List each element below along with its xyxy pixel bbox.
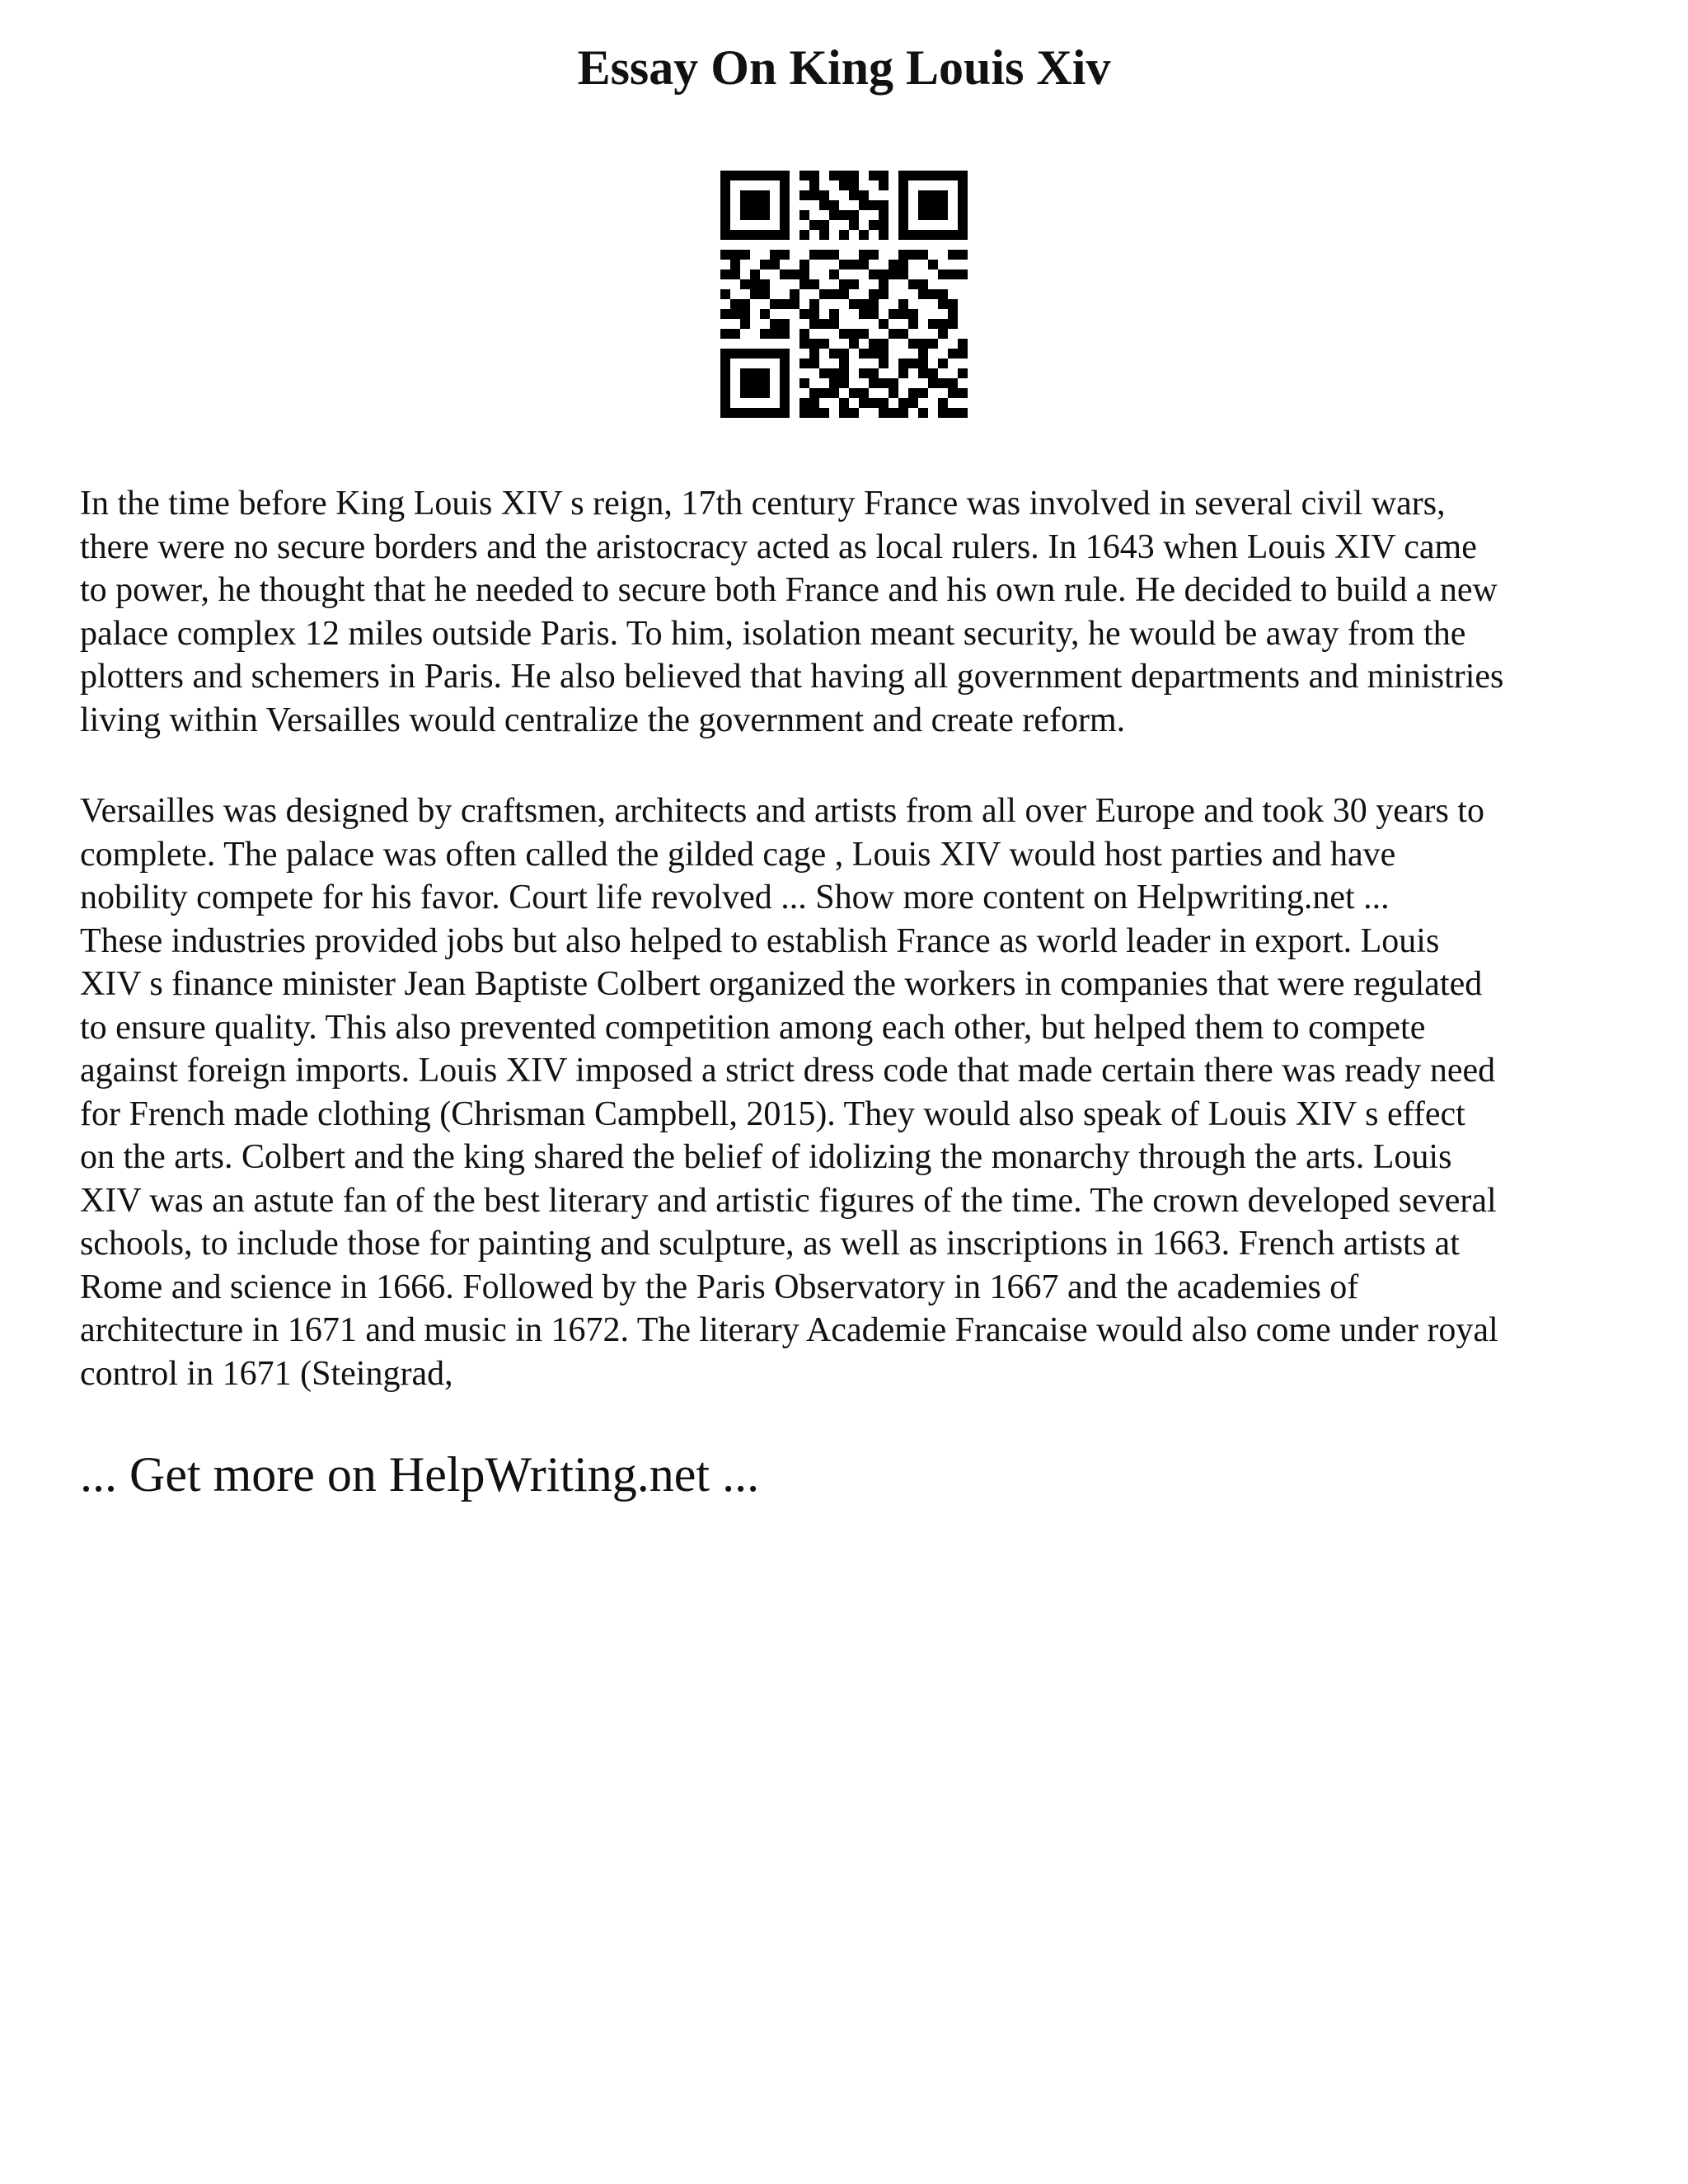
paragraph-line: schools, to include those for painting and sculpture, as well as inscriptions in 1663. French artists at <box>80 1225 1460 1263</box>
paragraph-line: In the time before King Louis XIV s reign, 17th century France was involved in several civil wars, <box>80 485 1446 523</box>
paragraph-line: to power, he thought that he needed to secure both France and his own rule. He decided to build a new <box>80 571 1498 609</box>
paragraph-line: living within Versailles would centralize the government and create reform. <box>80 701 1126 739</box>
paragraph-line: Rome and science in 1666. Followed by the Paris Observatory in 1667 and the academies of <box>80 1268 1359 1306</box>
get-more-link[interactable]: ... Get more on HelpWriting.net ... <box>80 1447 760 1502</box>
paragraph-line: on the arts. Colbert and the king shared the belief of idolizing the monarchy through the arts. Louis <box>80 1138 1452 1176</box>
qr-code-icon <box>720 171 968 418</box>
paragraph-line: nobility compete for his favor. Court life revolved ... Show more content on Helpwriting.net ... <box>80 879 1390 916</box>
paragraph-line: there were no secure borders and the aristocracy acted as local rulers. In 1643 when Louis XIV came <box>80 527 1477 566</box>
paragraph-line: Versailles was designed by craftsmen, architects and artists from all over Europe and took 30 years to <box>80 792 1484 830</box>
paragraph-line: palace complex 12 miles outside Paris. To him, isolation meant security, he would be away from the <box>80 614 1466 653</box>
page-title: Essay On King Louis Xiv <box>577 40 1111 95</box>
paragraph-line: XIV s finance minister Jean Baptiste Colbert organized the workers in companies that were regulated <box>80 965 1483 1003</box>
paragraph-line: against foreign imports. Louis XIV imposed a strict dress code that made certain there was ready need <box>80 1052 1496 1090</box>
paragraph-line: to ensure quality. This also prevented competition among each other, but helped them to compete <box>80 1008 1426 1047</box>
paragraph-line: for French made clothing (Chrisman Campbell, 2015). They would also speak of Louis XIV s effect <box>80 1094 1465 1133</box>
paragraph-line: plotters and schemers in Paris. He also believed that having all government departments and ministries <box>80 658 1504 696</box>
paragraph-line: control in 1671 (Steingrad, <box>80 1354 453 1393</box>
essay-paragraph-1 <box>80 482 1621 742</box>
paragraph-line: complete. The palace was often called the gilded cage , Louis XIV would host parties and have <box>80 835 1396 874</box>
essay-paragraph-2 <box>80 790 1621 1395</box>
paragraph-line: architecture in 1671 and music in 1672. The literary Academie Francaise would also come under royal <box>80 1311 1498 1349</box>
paragraph-line: These industries provided jobs but also helped to establish France as world leader in export. Louis <box>80 921 1440 960</box>
paragraph-line: XIV was an astute fan of the best literary and artistic figures of the time. The crown developed several <box>80 1181 1497 1220</box>
